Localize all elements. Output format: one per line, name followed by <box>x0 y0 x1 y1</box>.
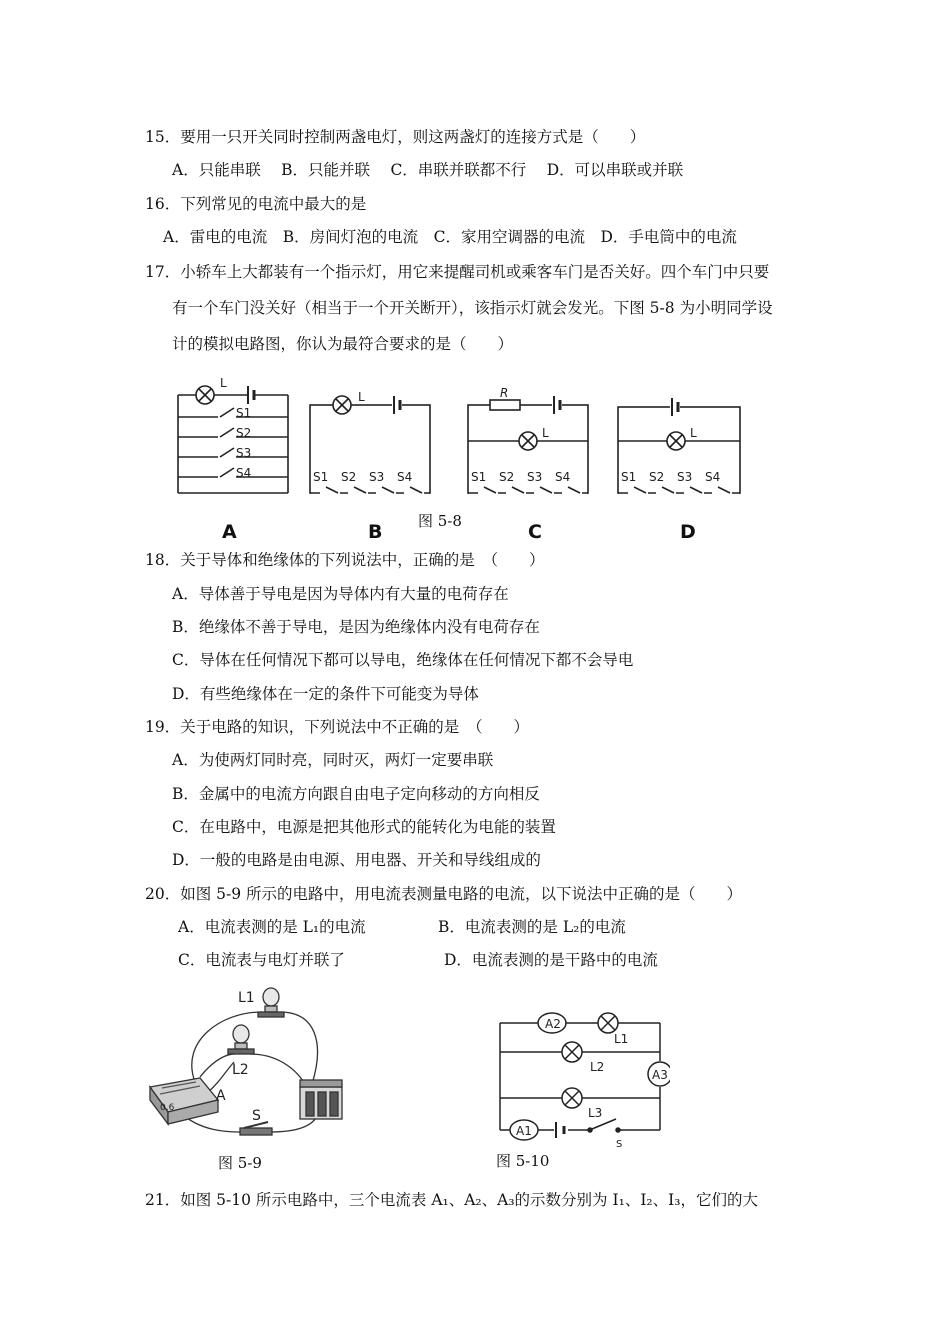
figure-5-9 <box>140 982 360 1152</box>
fig58-c-s4-label: S4 <box>555 470 571 484</box>
fig510-a2-label: A2 <box>545 1017 561 1031</box>
q17-line3: 计的模拟电路图，你认为最符合要求的是（ ） <box>172 335 514 353</box>
fig58-a-s3-label: S3 <box>236 446 252 460</box>
figure-5-10 <box>490 1005 670 1150</box>
fig58-a-s1-label: S1 <box>236 406 252 420</box>
fig59-l2-label: L2 <box>232 1062 249 1078</box>
q19-option-c: C．在电路中，电源是把其他形式的能转化为电能的装置 <box>172 818 556 836</box>
fig58-b-s2-label: S2 <box>341 470 357 484</box>
fig59-caption: 图 5-9 <box>218 1154 262 1172</box>
q21-line1: 21．如图 5-10 所示电路中，三个电流表 A₁、A₂、A₃的示数分别为 I₁、I₂、I₃，它们的大 <box>145 1191 758 1209</box>
q18-stem: 18．关于导体和绝缘体的下列说法中，正确的是 （ ） <box>145 551 545 569</box>
q18-option-b: B．绝缘体不善于导电，是因为绝缘体内没有电荷存在 <box>172 618 540 636</box>
fig58-b-s1-label: S1 <box>313 470 329 484</box>
battery <box>300 1080 342 1119</box>
fig58-c-resistor-label: R <box>500 386 509 400</box>
q18-option-d: D．有些绝缘体在一定的条件下可能变为导体 <box>172 685 479 703</box>
fig510-a3-label: A3 <box>652 1068 668 1082</box>
q19-option-b: B．金属中的电流方向跟自由电子定向移动的方向相反 <box>172 785 540 803</box>
fig510-l1-label: L1 <box>614 1032 629 1046</box>
a-switch-rows <box>178 408 288 493</box>
circuit-b <box>310 395 430 501</box>
battery-cell <box>554 1121 568 1139</box>
figure-5-8 <box>170 375 760 510</box>
q16-stem: 16．下列常见的电流中最大的是 <box>145 195 367 213</box>
q17-line1: 17．小轿车上大都装有一个指示灯，用它来提醒司机或乘客车门是否关好。四个车门中只要 <box>145 263 770 281</box>
fig58-letter-a: A <box>222 521 237 543</box>
fig58-a-s2-label: S2 <box>236 426 252 440</box>
q20-option-d: D．电流表测的是干路中的电流 <box>444 951 658 969</box>
fig59-l1-label: L1 <box>238 990 255 1006</box>
fig58-d-s2-label: S2 <box>649 470 665 484</box>
fig58-c-s2-label: S2 <box>499 470 515 484</box>
fig58-d-s4-label: S4 <box>705 470 721 484</box>
fig58-d-lamp-label: L <box>690 426 697 440</box>
fig58-c-s1-label: S1 <box>471 470 487 484</box>
fig58-caption: 图 5-8 <box>418 512 462 530</box>
fig59-a-label: A <box>216 1088 226 1104</box>
circuit-c <box>468 395 588 501</box>
lamp-l2 <box>562 1042 582 1062</box>
lamp-l3 <box>562 1088 582 1108</box>
q18-option-a: A．导体善于导电是因为导体内有大量的电荷存在 <box>172 585 509 603</box>
fig510-caption: 图 5-10 <box>496 1152 550 1170</box>
circuit-d <box>618 397 740 501</box>
q20-option-a: A．电流表测的是 L₁的电流 <box>178 918 366 936</box>
fig58-letter-d: D <box>680 521 696 543</box>
fig59-s-label: S <box>252 1108 261 1124</box>
q17-line2: 有一个车门没关好（相当于一个开关断开），该指示灯就会发光。下图 5-8 为小明同学设 <box>172 299 773 317</box>
q20-option-b: B．电流表测的是 L₂的电流 <box>438 918 626 936</box>
fig510-a1-label: A1 <box>516 1124 532 1138</box>
q19-stem: 19．关于电路的知识，下列说法中不正确的是 （ ） <box>145 718 529 736</box>
fig58-d-s3-label: S3 <box>677 470 693 484</box>
fig58-letter-b: B <box>368 521 383 543</box>
bulb-l2 <box>228 1025 254 1054</box>
fig510-l2-label: L2 <box>590 1060 605 1074</box>
q15-stem: 15．要用一只开关同时控制两盏电灯，则这两盏灯的连接方式是（ ） <box>145 128 646 146</box>
bulb-l1 <box>258 988 284 1017</box>
ammeter <box>150 1078 218 1124</box>
fig510-l3-label: L3 <box>588 1106 603 1120</box>
circuit-a <box>178 386 288 493</box>
q19-option-a: A．为使两灯同时亮，同时灭，两灯一定要串联 <box>172 751 494 769</box>
fig58-c-s3-label: S3 <box>527 470 543 484</box>
fig58-c-lamp-label: L <box>542 426 549 440</box>
fig58-b-s4-label: S4 <box>397 470 413 484</box>
q16-options: A．雷电的电流 B．房间灯泡的电流 C．家用空调器的电流 D．手电筒中的电流 <box>163 228 737 246</box>
fig58-a-lamp-label: L <box>220 376 227 390</box>
fig510-s-label: S <box>616 1139 623 1150</box>
fig58-d-s1-label: S1 <box>621 470 637 484</box>
q15-options: A．只能串联 B．只能并联 C．串联并联都不行 D．可以串联或并联 <box>172 161 684 179</box>
lamp-l1 <box>598 1013 618 1033</box>
q20-option-c: C．电流表与电灯并联了 <box>178 951 345 969</box>
fig58-a-s4-label: S4 <box>236 466 252 480</box>
fig58-letter-c: C <box>528 521 542 543</box>
fig58-b-lamp-label: L <box>358 390 365 404</box>
q20-stem: 20．如图 5-9 所示的电路中，用电流表测量电路的电流，以下说法中正确的是（ ） <box>145 885 743 903</box>
q18-option-c: C．导体在任何情况下都可以导电，绝缘体在任何情况下都不会导电 <box>172 651 634 669</box>
fig58-b-s3-label: S3 <box>369 470 385 484</box>
q19-option-d: D．一般的电路是由电源、用电器、开关和导线组成的 <box>172 851 541 869</box>
switch-s <box>588 1119 620 1132</box>
fig59-scale-label: 0.6 <box>160 1103 175 1113</box>
